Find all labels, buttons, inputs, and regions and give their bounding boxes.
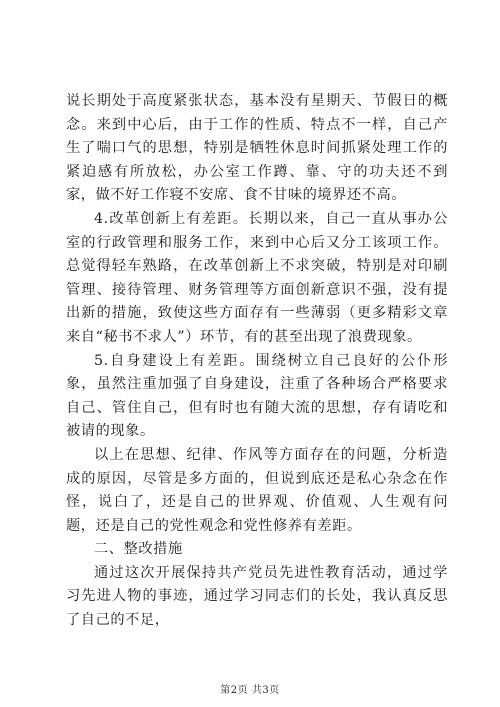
paragraph-reform-innovation: 4.改革创新上有差距。长期以来，自己一直从事办公室的行政管理和服务工作，来到中心后又分工该项工作。总觉得轻车熟路，在改革创新上不求突破，特别是对印刷管理、接待管理、财务管理等方面创新意识不强，没有提出新的措施，致使这些方面存有一些薄弱（更多精彩文章来自“秘书不求人”）环节，有的甚至出现了浪费现象。 xyxy=(66,210,448,345)
paragraph-rectification-intro: 通过这次开展保持共产党员先进性教育活动，通过学习先进人物的事迹，通过学习同志们的长处，我认真反思了自己的不足， xyxy=(66,564,448,629)
paragraph-continuation: 说长期处于高度紧张状态，基本没有星期天、节假日的概念。来到中心后，由于工作的性质、特点不一样，自己产生了喘口气的思想，特别是牺牲休息时间抓紧处理工作的紧迫感有所放松，办公室工作蹲、靠、守的功夫还不到家，做不好工作寝不安席、食不甘味的境界还不高。 xyxy=(66,93,448,204)
paragraph-cause-analysis: 以上在思想、纪律、作风等方面存在的问题，分析造成的原因，尽管是多方面的，但说到底还是私心杂念在作怪，说白了，还是自己的世界观、价值观、人生观有问题，还是自己的党性观念和党性修养有差距。 xyxy=(66,446,448,534)
section-heading-rectification: 二、整改措施 xyxy=(94,541,183,558)
document-body xyxy=(66,90,448,633)
paragraph-self-building: 5.自身建设上有差距。围绕树立自己良好的公仆形象，虽然注重加强了自身建设，注重了各种场合严格要求自己、管住自己，但有时也有随大流的思想，存有请吃和被请的现象。 xyxy=(66,352,448,440)
page-number-footer: 第2页 共3页 xyxy=(220,685,280,696)
